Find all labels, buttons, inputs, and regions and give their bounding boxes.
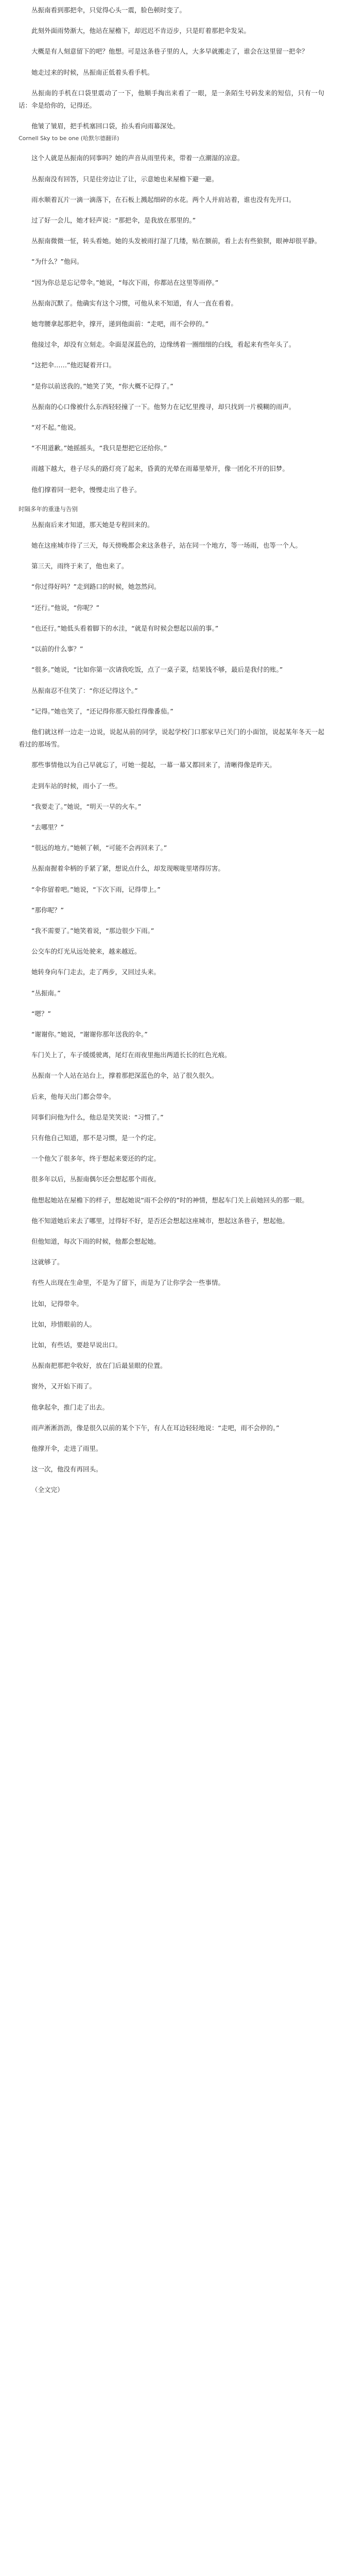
paragraph: 此刻外面雨势渐大，他站在屋檐下，却迟迟不肯迈步，只是盯着那把伞发呆。 — [31, 27, 251, 35]
paragraph: 丛振南后来才知道，那天她是专程回来的。 — [31, 520, 154, 529]
paragraph: 丛振南的手机在口袋里震动了一下，他顺手掏出来看了一眼，是一条陌生号码发来的短信，只有一句话：伞是给你的，记得还。 — [19, 89, 324, 110]
paragraph: 丛振南的心口像被什么东西轻轻撞了一下。他努力在记忆里搜寻，却只找到一片模糊的雨声。 — [31, 402, 295, 411]
paragraph: 这个人就是丛振南的同事吗？她的声音从雨里传来，带着一点潮湿的凉意。 — [31, 154, 244, 162]
paragraph: 丛振南看到那把伞，只觉得心头一震，脸色顿时变了。 — [31, 6, 186, 14]
paragraph: 他撑开伞，走进了雨里。 — [31, 1445, 102, 1453]
section-title: 时隔多年的重逢与告别 — [19, 505, 78, 513]
paragraph: “不用道歉。”她摇摇头，“我只是想把它还给你。” — [31, 444, 167, 452]
paragraph: 雨声淅淅沥沥，像是很久以前的某个下午，有人在耳边轻轻地说：“走吧，雨不会停的。” — [31, 1423, 279, 1432]
paragraph: “丛振南。” — [31, 989, 61, 997]
paragraph: “我不需要了。”她笑着说，“那边很少下雨。” — [31, 926, 154, 935]
paragraph: 比如，记得带伞。 — [31, 1299, 83, 1308]
paragraph: 车门关上了，车子缓缓驶离，尾灯在雨夜里拖出两道长长的红色光痕。 — [31, 1051, 231, 1059]
paragraph: 比如，珍惜眼前的人。 — [31, 1320, 96, 1328]
paragraph: “那你呢？” — [31, 906, 64, 914]
paragraph: 丛振南一个人站在站台上，撑着那把深蓝色的伞，站了很久很久。 — [31, 1072, 218, 1080]
paragraph: 过了好一会儿，她才轻声说：“那把伞，是我放在那里的。” — [31, 216, 196, 225]
paragraph: 窗外，又开始下雨了。 — [31, 1382, 96, 1391]
paragraph: “嗯？” — [31, 1009, 51, 1018]
paragraph: 这就够了。 — [31, 1258, 64, 1266]
article-body-part-1 — [19, 4, 324, 132]
paragraph: 比如，有些话，要趁早说出口。 — [31, 1341, 122, 1349]
translator-credit: Cornell Sky to be one (哈默尔德翻译) — [19, 135, 119, 142]
paragraph: 大概是有人刻意留下的吧？他想。可是这条巷子里的人，大多早就搬走了，谁会在这里留一把伞？ — [31, 47, 308, 56]
paragraph: 她弯腰拿起那把伞，撑开，递到他面前：“走吧，雨不会停的。” — [31, 320, 209, 328]
paragraph: 走到车站的时候，雨小了一些。 — [31, 782, 122, 790]
paragraph: 他拿起伞，推门走了出去。 — [31, 1403, 109, 1411]
paragraph: 丛振南忍不住笑了：“你还记得这个。” — [31, 686, 138, 694]
paragraph: 他不知道她后来去了哪里，过得好不好，是否还会想起这座城市，想起这条巷子，想起他。 — [31, 1216, 289, 1225]
paragraph: “你过得好吗？”走到路口的时候，她忽然问。 — [31, 583, 161, 591]
paragraph: 雨水顺着瓦片一滴一滴落下，在石板上溅起细碎的水花。两个人并肩站着，谁也没有先开口。 — [31, 195, 295, 204]
paragraph: “以前的什么事？” — [31, 645, 83, 653]
paragraph: 很多年以后，丛振南偶尔还会想起那个雨夜。 — [31, 1175, 161, 1183]
paragraph: “为什么？”他问。 — [31, 258, 83, 266]
paragraph: 他想起她站在屋檐下的样子，想起她说“雨不会停的”时的神情，想起车门关上前她回头的那一眼。 — [31, 1196, 308, 1204]
paragraph: 丛振南握着伞柄的手紧了紧，想说点什么，却发现喉咙里堵得厉害。 — [31, 865, 225, 873]
paragraph: 她走过来的时候，丛振南正低着头看手机。 — [31, 68, 154, 76]
paragraph: 雨越下越大，巷子尽头的路灯亮了起来，昏黄的光晕在雨幕里晕开，像一团化不开的旧梦。 — [31, 465, 289, 473]
paragraph: 丛振南沉默了。他确实有这个习惯，可他从来不知道，有人一直在看着。 — [31, 299, 238, 307]
paragraph: 公交车的灯光从远处驶来，越来越近。 — [31, 947, 141, 956]
paragraph: “还行。”他说，“你呢？” — [31, 603, 100, 612]
paragraph: “也还行。”她低头看着脚下的水洼，“就是有时候会想起以前的事。” — [31, 624, 219, 632]
paragraph: “对不起。”他说。 — [31, 423, 80, 432]
paragraph: 她转身向车门走去，走了两步，又回过头来。 — [31, 968, 161, 976]
paragraph: 只有他自己知道，那不是习惯，是一个约定。 — [31, 1133, 161, 1142]
paragraph: “这把伞……”他迟疑着开口。 — [31, 361, 115, 369]
paragraph: “我要走了。”她说，“明天一早的火车。” — [31, 802, 142, 810]
paragraph: 但他知道，每次下雨的时候，他都会想起她。 — [31, 1237, 161, 1245]
article-body-part-2 — [19, 152, 324, 496]
paragraph: 她在这座城市待了三天，每天傍晚都会来这条巷子，站在同一个地方，等一场雨，也等一个人。 — [31, 541, 302, 550]
paragraph: 他们就这样一边走一边说，说起从前的同学，说起学校门口那家早已关门的小面馆，说起某年冬天一起看过的那场雪。 — [19, 727, 324, 749]
paragraph: 他皱了皱眉，把手机塞回口袋，抬头看向雨幕深处。 — [31, 122, 180, 130]
paragraph: “很远的地方。”她顿了顿，“可能不会再回来了。” — [31, 844, 167, 852]
paragraph: 丛振南微微一怔，转头看她。她的头发被雨打湿了几缕，贴在额前，看上去有些狼狈，眼神却很平静。 — [31, 237, 321, 245]
paragraph: “去哪里？” — [31, 823, 64, 831]
paragraph: “记得。”她也笑了，“还记得你那天脸红得像番茄。” — [31, 707, 173, 715]
paragraph: 这一次，他没有再回头。 — [31, 1465, 102, 1473]
paragraph: 第三天，雨终于来了，他也来了。 — [31, 562, 128, 570]
paragraph: “因为你总是忘记带伞。”她说，“每次下雨，你都站在这里等雨停。” — [31, 278, 219, 286]
paragraph: 丛振南把那把伞收好，放在门后最显眼的位置。 — [31, 1362, 167, 1370]
paragraph: 他们撑着同一把伞，慢慢走出了巷子。 — [31, 485, 141, 494]
paragraph: “伞你留着吧。”她说，“下次下雨，记得带上。” — [31, 885, 161, 893]
paragraph: “谢谢你。”她说，“谢谢你那年送我的伞。” — [31, 1030, 148, 1038]
paragraph: 同事们问他为什么，他总是笑笑说：“习惯了。” — [31, 1113, 164, 1121]
paragraph: 丛振南没有回答，只是往旁边让了让，示意她也来屋檐下避一避。 — [31, 175, 218, 183]
paragraph: 他接过伞，却没有立刻走。伞面是深蓝色的，边缘绣着一圈细细的白线，看起来有些年头了。 — [31, 341, 295, 349]
paragraph: “是你以前送我的。”她笑了笑，“你大概不记得了。” — [31, 382, 173, 390]
paragraph: “很多。”她说，“比如你第一次请我吃饭，点了一桌子菜，结果钱不够，最后是我付的账。” — [31, 666, 283, 674]
paragraph: 后来，他每天出门都会带伞。 — [31, 1092, 115, 1100]
paragraph: 那些事情他以为自己早就忘了，可她一提起，一幕一幕又都回来了，清晰得像是昨天。 — [31, 761, 276, 769]
paragraph: 有些人出现在生命里，不是为了留下，而是为了让你学会一些事情。 — [31, 1279, 225, 1287]
article-body-part-3 — [19, 519, 324, 1497]
paragraph: 一个他欠了很多年，终于想起来要还的约定。 — [31, 1155, 161, 1163]
paragraph: （全文完） — [31, 1486, 64, 1494]
